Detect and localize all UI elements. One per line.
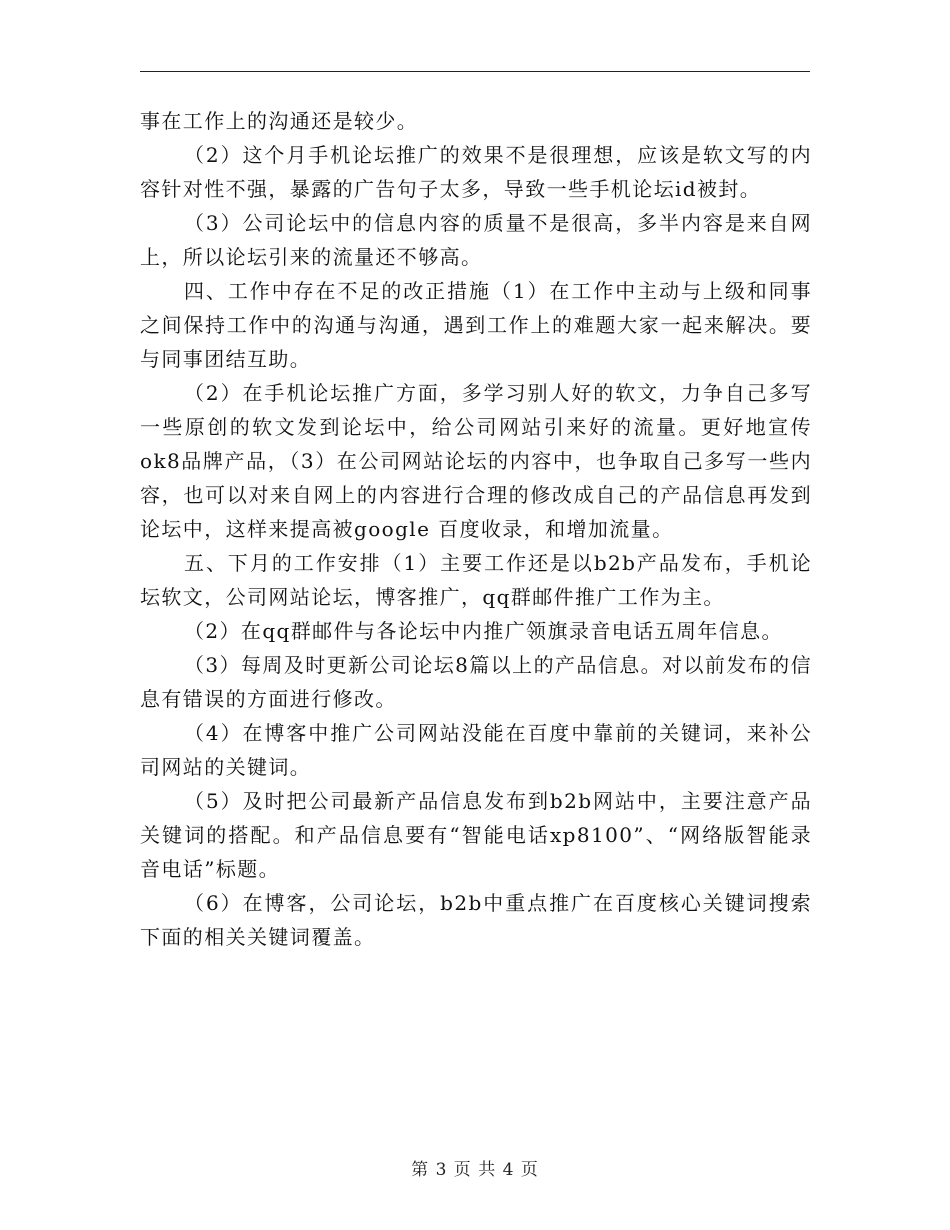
paragraph-item-2: （2）这个月手机论坛推广的效果不是很理想，应该是软文写的内容针对性不强，暴露的广告句子太多，导致一些手机论坛id被封。 [140,143,812,201]
body-text [140,104,812,954]
paragraph-section-five-item-4: （4）在博客中推广公司网站没能在百度中靠前的关键词，来补公司网站的关键词。 [140,721,812,779]
paragraph-section-five-item-6: （6）在博客，公司论坛，b2b中重点推广在百度核心关键词搜索下面的相关关键词覆盖。 [140,891,812,949]
paragraph-section-four: 四、工作中存在不足的改正措施（1）在工作中主动与上级和同事之间保持工作中的沟通与沟通，遇到工作上的难题大家一起来解决。要与同事团结互助。 [140,279,812,371]
paragraph-section-five-item-3: （3）每周及时更新公司论坛8篇以上的产品信息。对以前发布的信息有错误的方面进行修改。 [140,653,812,711]
page-number-footer: 第 3 页 共 4 页 [411,1160,539,1180]
header-rule [140,71,810,72]
paragraph-section-four-item-2: （2）在手机论坛推广方面，多学习别人好的软文，力争自己多写一些原创的软文发到论坛中，给公司网站引来好的流量。更好地宣传ok8品牌产品，（3）在公司网站论坛的内容中，也争取自己多写一些内容，也可以对来自网上的内容进行合理的修改成自己的产品信息再发到论坛中，这样来提高被google 百度收录，和增加流量。 [140,381,812,541]
paragraph-section-five-item-2: （2）在qq群邮件与各论坛中内推广领旗录音电话五周年信息。 [184,619,783,643]
paragraph-section-five: 五、下月的工作安排（1）主要工作还是以b2b产品发布，手机论坛软文，公司网站论坛，博客推广，qq群邮件推广工作为主。 [140,551,812,609]
paragraph-section-five-item-5: （5）及时把公司最新产品信息发布到b2b网站中，主要注意产品关键词的搭配。和产品信息要有“智能电话xp8100”、“网络版智能录音电话”标题。 [140,789,812,881]
paragraph-continuation: 事在工作上的沟通还是较少。 [140,109,419,133]
paragraph-item-3: （3）公司论坛中的信息内容的质量不是很高，多半内容是来自网上，所以论坛引来的流量还不够高。 [140,211,812,269]
